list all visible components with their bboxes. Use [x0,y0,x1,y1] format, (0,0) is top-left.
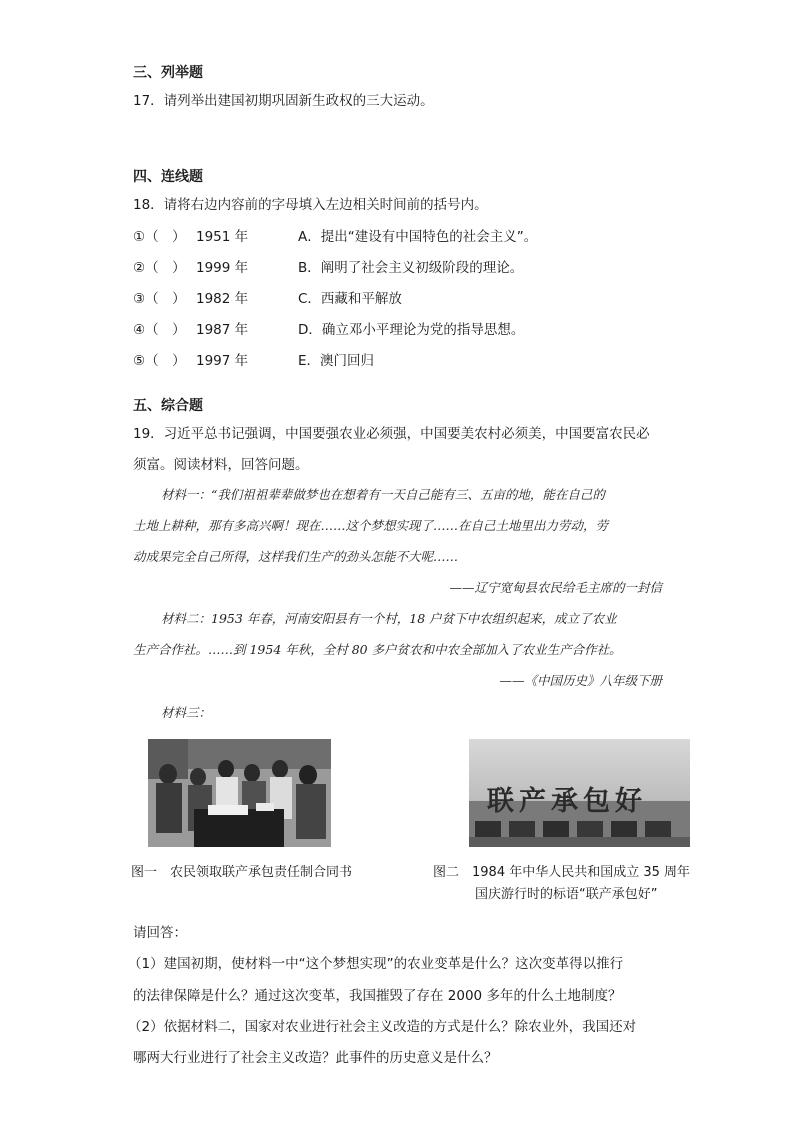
match-row-1-option: A．提出“建设有中国特色的社会主义”。 [298,229,538,245]
figure2-caption-line1: 图二 1984 年中华人民共和国成立 35 周年 [433,865,691,880]
material2-source: ——《中国历史》八年级下册 [499,673,662,688]
figure1-caption: 图一 农民领取联产承包责任制合同书 [131,865,353,880]
question-19-line1: 19．习近平总书记强调，中国要强农业必须强，中国要美农村必须美，中国要富农民必 [133,426,650,442]
section4-heading: 四、连线题 [133,169,203,185]
section3-heading: 三、列举题 [133,65,203,81]
material2-line1: 材料二：1953 年春，河南安阳县有一个村，18 户贫下中农组织起来，成立了农业 [161,611,617,626]
match-row-5-year: 1997 年 [196,353,249,369]
match-row-2-num: ②（ ） [133,260,186,276]
match-row-2-option: B．阐明了社会主义初级阶段的理论。 [298,260,524,276]
question-17: 17．请列举出建国初期巩固新生政权的三大运动。 [133,93,434,109]
material1-line2: 土地上耕种，那有多高兴啊！现在……这个梦想实现了……在自己土地里出力劳动，劳 [133,518,609,533]
subquestion-2-line2: 哪两大行业进行了社会主义改造？此事件的历史意义是什么？ [133,1050,498,1066]
slogan-banner: 联产承包好 [487,786,647,817]
match-row-5-option: E．澳门回归 [298,353,375,369]
match-row-3-num: ③（ ） [133,291,186,307]
match-row-4-year: 1987 年 [196,322,249,338]
match-row-1-year: 1951 年 [196,229,249,245]
match-row-2-year: 1999 年 [196,260,249,276]
match-row-4-option: D．确立邓小平理论为党的指导思想。 [298,322,525,338]
question-19-line2: 须富。阅读材料，回答问题。 [133,457,309,473]
material1-source: ——辽宁宽甸县农民给毛主席的一封信 [449,580,662,595]
material3-label: 材料三： [161,705,212,720]
figure2-photo [469,739,690,847]
match-row-3-year: 1982 年 [196,291,249,307]
material1-line1: 材料一：“我们祖祖辈辈做梦也在想着有一天自己能有三、五亩的地，能在自己的 [161,487,605,502]
subquestion-1-line2: 的法律保障是什么？通过这次变革，我国摧毁了存在 2000 多年的什么土地制度？ [133,988,622,1004]
material1-line3: 动成果完全自己所得，这样我们生产的劲头怎能不大呢…… [133,549,459,564]
answer-prompt: 请回答： [133,925,187,941]
figure2-caption-line2: 国庆游行时的标语“联产承包好” [475,887,658,902]
match-row-1-num: ①（ ） [133,229,186,245]
material2-line2: 生产合作社。……到 1954 年秋，全村 80 多户贫农和中农全部加入了农业生产合作社。 [133,642,622,657]
subquestion-2-line1: （2）依据材料二，国家对农业进行社会主义改造的方式是什么？除农业外，我国还对 [128,1019,637,1035]
section5-heading: 五、综合题 [133,398,203,414]
match-row-4-num: ④（ ） [133,322,186,338]
match-row-3-option: C．西藏和平解放 [298,291,402,307]
question-18: 18．请将右边内容前的字母填入左边相关时间前的括号内。 [133,197,488,213]
subquestion-1-line1: （1）建国初期，使材料一中“这个梦想实现”的农业变革是什么？这次变革得以推行 [128,956,624,972]
match-row-5-num: ⑤（ ） [133,353,186,369]
figure1-photo [148,739,331,847]
